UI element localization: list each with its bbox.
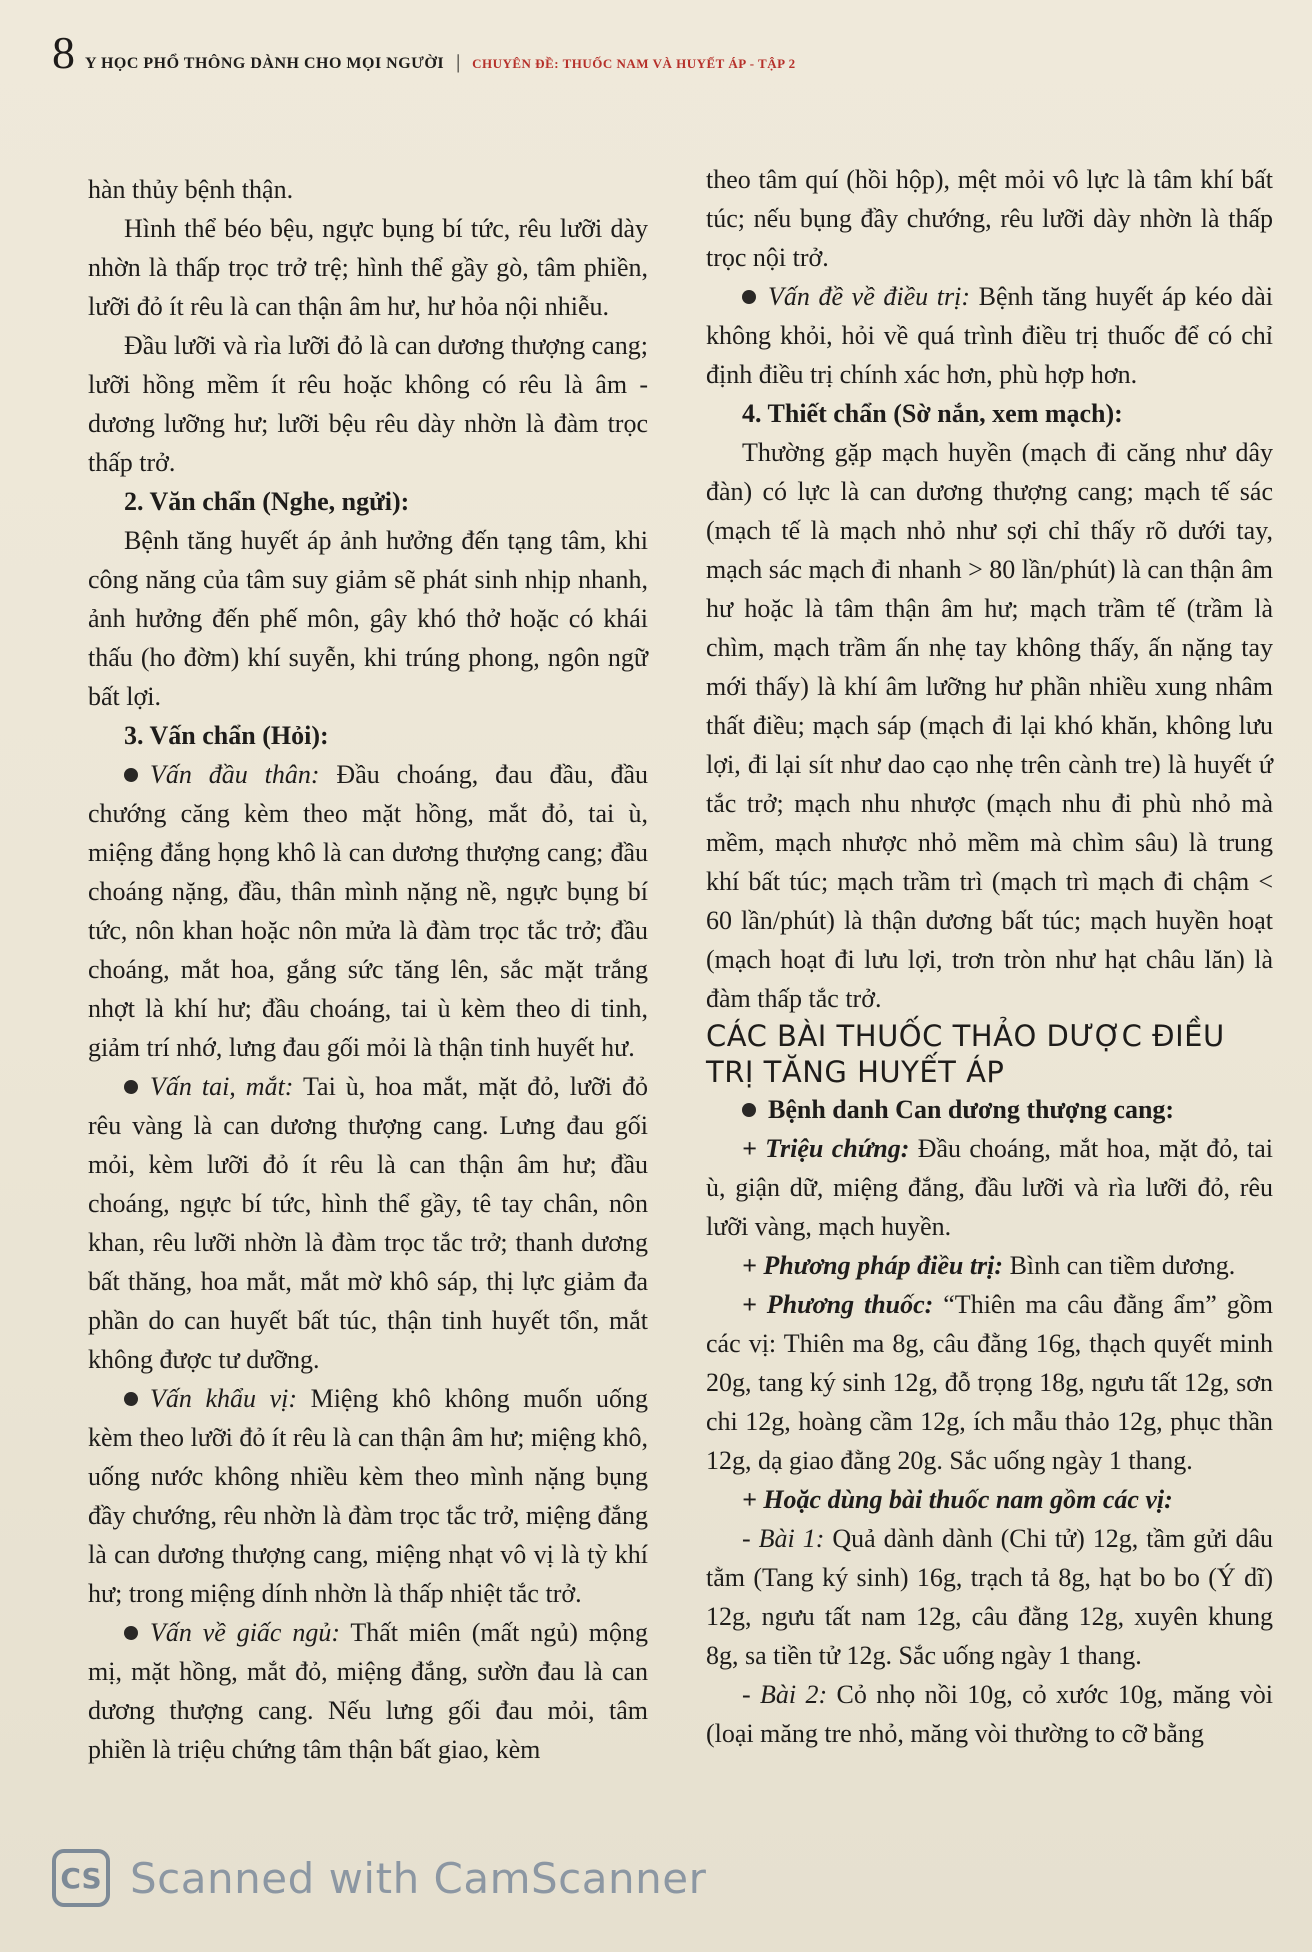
item-label: + Phương thuốc: [742, 1290, 934, 1319]
item-text: Cỏ nhọ nồi 10g, cỏ xước 10g, măng vòi (loại măng tre nhỏ, măng vòi thường to cỡ bằng [706, 1680, 1273, 1748]
list-item [706, 1246, 1273, 1285]
bullet-text: Tai ù, hoa mắt, mặt đỏ, lưỡi đỏ rêu vàng là can dương thượng cang. Lưng đau gối mỏi, kèm lưỡi đỏ ít rêu là can thận âm hư; đầu choáng, ngực bí tức, hình thể gầy, tê tay chân, nôn khan, rêu lưỡi nhờn là đàm trọc tắc trở; thanh dương bất thăng, hoa mắt, mắt mờ khô sáp, thị lực giảm đa phần do can huyết bất túc, thận tinh huyết tổn, mắt không được tư dưỡng. [88, 1072, 648, 1374]
list-item: + Hoặc dùng bài thuốc nam gồm các vị: [742, 1485, 1173, 1514]
list-item [706, 1675, 1273, 1753]
bullet-label: Vấn về giấc ngủ: [150, 1618, 340, 1647]
bullet-icon [124, 1080, 138, 1094]
bullet-text: Thất miên (mất ngủ) mộng mị, mặt hồng, mắt đỏ, miệng đắng, sườn đau là can dương thượng cang. Nếu lưng gối đau mỏi, tâm phiền là triệu chứng tâm thận bất giao, kèm [88, 1618, 648, 1764]
item-text: Bình can tiềm dương. [1003, 1251, 1236, 1280]
item-text: “Thiên ma câu đằng ẩm” gồm các vị: Thiên ma 8g, câu đằng 16g, thạch quyết minh 20g, tang ký sinh 12g, đỗ trọng 18g, ngưu tất 12g, sơn chi 12g, hoàng cầm 12g, ích mẫu thảo 12g, phục thần 12g, dạ giao đằng 20g. Sắc uống ngày 1 thang. [706, 1290, 1273, 1475]
bullet-text: Miệng khô không muốn uống kèm theo lưỡi đỏ ít rêu là can thận âm hư; miệng khô, uống nước không nhiều kèm theo mình nặng bụng đầy chướng, rêu nhờn là đàm trọc tắc trở, miệng đắng là can dương thượng cang, miệng nhạt vô vị là tỳ khí hư; trong miệng dính nhờn là thấp nhiệt tắc trở. [88, 1384, 648, 1608]
paragraph: hàn thủy bệnh thận. [88, 175, 294, 204]
page-number: 8 [52, 27, 75, 78]
item-label: - Bài 1: [742, 1524, 825, 1553]
bullet-text: Bệnh tăng huyết áp kéo dài không khỏi, hỏi về quá trình điều trị thuốc để có chỉ định điều trị chính xác hơn, phù hợp hơn. [706, 282, 1273, 389]
left-column [88, 170, 648, 1769]
bullet-label: Vấn đề về điều trị: [768, 282, 970, 311]
item-label: + Triệu chứng: [742, 1134, 910, 1163]
list-item [706, 1285, 1273, 1480]
paragraph: Bệnh tăng huyết áp ảnh hưởng đến tạng tâm, khi công năng của tâm suy giảm sẽ phát sinh nhịp nhanh, ảnh hưởng đến phế môn, gây khó thở hoặc có khái thấu (ho đờm) khí suyễn, khi trúng phong, ngôn ngữ bất lợi. [88, 526, 648, 711]
item-text: Quả dành dành (Chi tử) 12g, tầm gửi dâu tằm (Tang ký sinh) 16g, trạch tả 8g, hạt bo bo (Ý dĩ) 12g, ngưu tất nam 12g, câu đằng 12g, xuyên khung 8g, sa tiền tử 12g. Sắc uống ngày 1 thang. [706, 1524, 1274, 1670]
book-title: Y HỌC PHỔ THÔNG DÀNH CHO MỌI NGƯỜI [85, 55, 445, 72]
bullet-item [88, 1067, 648, 1379]
item-label: - Bài 2: [742, 1680, 828, 1709]
bullet-icon [742, 1103, 756, 1117]
item-text: Đầu choáng, mắt hoa, mặt đỏ, tai ù, giận dữ, miệng đắng, đầu lưỡi và rìa lưỡi đỏ, rêu lưỡi vàng, mạch huyền. [706, 1134, 1273, 1241]
bullet-icon [742, 290, 756, 304]
section-heading: 4. Thiết chẩn (Sờ nắn, xem mạch): [742, 399, 1123, 428]
watermark-text: Scanned with CamScanner [130, 1853, 707, 1903]
chapter-section-title: CÁC BÀI THUỐC THẢO DƯỢC ĐIỀU TRỊ TĂNG HUYẾT ÁP [706, 1019, 1225, 1089]
bullet-label: Vấn đầu thân: [150, 760, 320, 789]
paragraph: Hình thể béo bệu, ngực bụng bí tức, rêu lưỡi dày nhờn là thấp trọc trở trệ; hình thể gầy gò, tâm phiền, lưỡi đỏ ít rêu là can thận âm hư, hư hỏa nội nhiễu. [88, 214, 648, 321]
bullet-item [88, 1379, 648, 1613]
bullet-icon [124, 1392, 138, 1406]
bullet-icon [124, 1626, 138, 1640]
bullet-item [706, 277, 1273, 394]
right-column [706, 160, 1273, 1753]
scanner-watermark [52, 1846, 706, 1910]
paragraph: Đầu lưỡi và rìa lưỡi đỏ là can dương thượng cang; lưỡi hồng mềm ít rêu hoặc không có rêu là âm - dương lưỡng hư; lưỡi bệu rêu dày nhờn là đàm trọc thấp trở. [88, 331, 648, 477]
bullet-icon [124, 768, 138, 782]
list-item [706, 1519, 1273, 1675]
header-divider: | [456, 51, 461, 73]
bullet-text: Bệnh danh Can dương thượng cang: [768, 1095, 1175, 1124]
bullet-label: Vấn khẩu vị: [150, 1384, 297, 1413]
paragraph: theo tâm quí (hồi hộp), mệt mỏi vô lực là tâm khí bất túc; nếu bụng đầy chướng, rêu lưỡi dày nhờn là thấp trọc nội trở. [706, 165, 1273, 272]
bullet-item [88, 1613, 648, 1769]
bullet-item [88, 755, 648, 1067]
camscanner-logo-icon: CS [52, 1849, 110, 1907]
bullet-text: Đầu choáng, đau đầu, đầu chướng căng kèm theo mặt hồng, mắt đỏ, tai ù, miệng đắng họng khô là can dương thượng cang; đầu choáng nặng, đầu, thân mình nặng nề, ngực bụng bí tức, nôn khan hoặc nôn mửa là đàm trọc tắc trở; đầu choáng, mắt hoa, gắng sức tăng lên, sắc mặt trắng nhợt là khí hư; đầu choáng, tai ù kèm theo di tinh, giảm trí nhớ, lưng đau gối mỏi là thận tinh huyết hư. [88, 760, 648, 1062]
item-label: + Phương pháp điều trị: [742, 1251, 1004, 1280]
topic-title: CHUYÊN ĐỀ: THUỐC NAM VÀ HUYẾT ÁP - TẬP 2 [472, 56, 796, 71]
bullet-item [706, 1090, 1273, 1129]
section-heading: 2. Văn chẩn (Nghe, ngửi): [124, 487, 410, 516]
running-header [52, 27, 1272, 80]
list-item [706, 1129, 1273, 1246]
section-heading: 3. Vấn chẩn (Hỏi): [124, 721, 329, 750]
bullet-label: Vấn tai, mắt: [150, 1072, 294, 1101]
paragraph: Thường gặp mạch huyền (mạch đi căng như dây đàn) có lực là can dương thượng cang; mạch tế sác (mạch tế là mạch nhỏ như sợi chỉ thấy rõ dưới tay, mạch sác mạch đi nhanh > 80 lần/phút) là can thận âm hư hoặc là tâm thận âm hư; mạch trầm tế (trầm là chìm, mạch trầm ấn nhẹ tay không thấy, ấn nặng tay mới thấy) là khí âm lưỡng hư phần nhiều xung nhâm thất điều; mạch sáp (mạch đi lại khó khăn, không lưu lợi, đi lại sít như dao cạo nhẹ trên cành tre) là huyết ứ tắc trở; mạch nhu nhược (mạch nhu đi phù nhỏ mà mềm, mạch nhược nhỏ mềm mà chìm sâu) là trung khí bất túc; mạch trầm trì (mạch trì mạch đi chậm < 60 lần/phút) là thận dương bất túc; mạch huyền hoạt (mạch hoạt đi lưu lợi, trơn tròn như hạt châu lăn) là đàm thấp tắc trở. [706, 438, 1273, 1013]
